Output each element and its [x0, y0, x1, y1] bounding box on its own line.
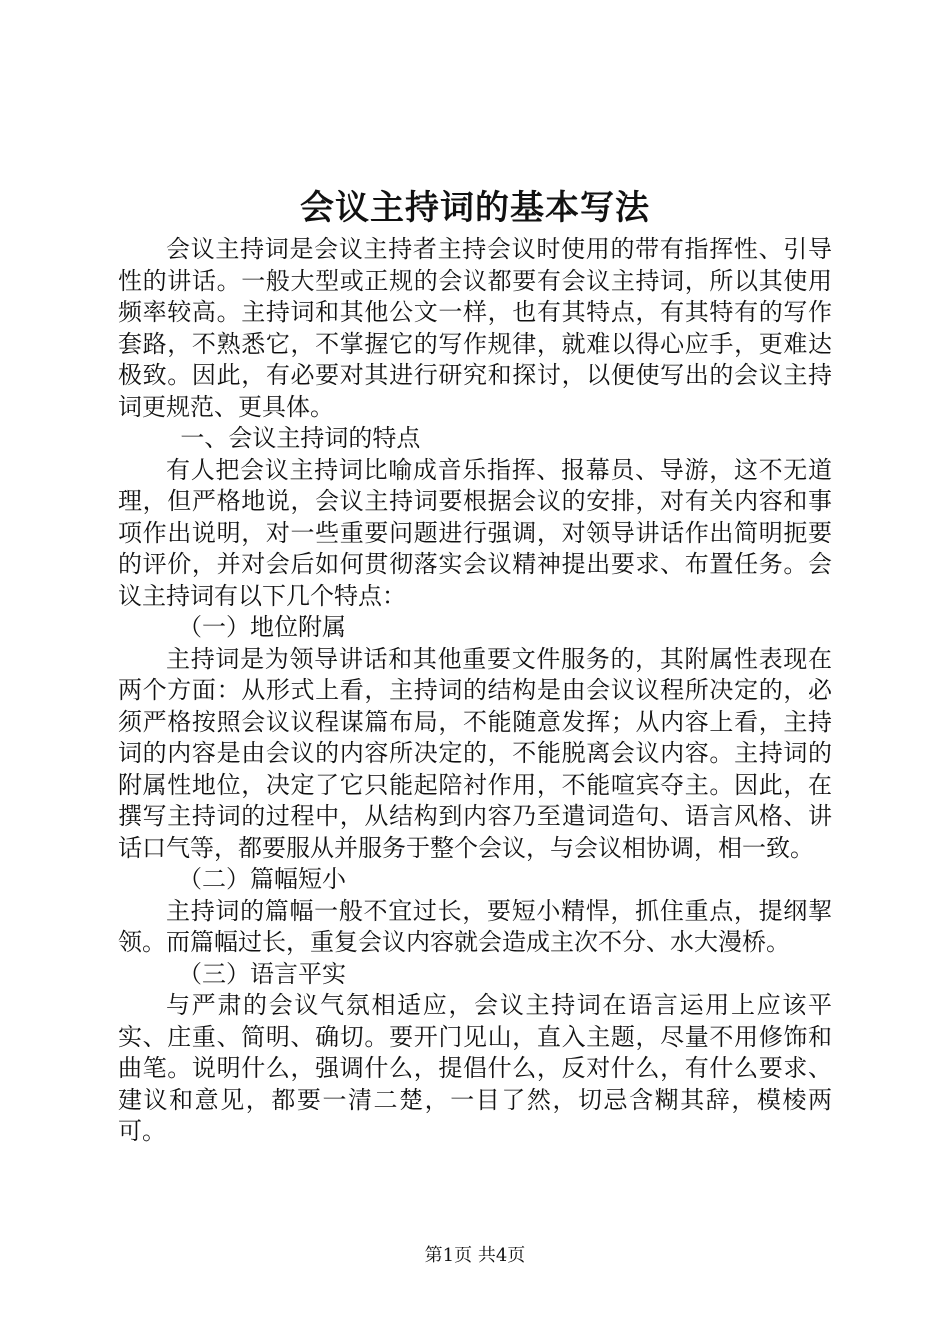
paragraph-subsection-2: 主持词的篇幅一般不宜过长，要短小精悍，抓住重点，提纲挈领。而篇幅过长，重复会议内容就会造成主次不分、水大漫桥。 [118, 896, 832, 956]
paragraph-subsection-1: 主持词是为领导讲话和其他重要文件服务的，其附属性表现在两个方面：从形式上看，主持词的结构是由会议议程所决定的，必须严格按照会议议程谋篇布局，不能随意发挥；从内容上看，主持词的内容是由会议的内容所决定的，不能脱离会议内容。主持词的附属性地位，决定了它只能起陪衬作用，不能喧宾夺主。因此，在撰写主持词的过程中，从结构到内容乃至遣词造句、语言风格、讲话口气等，都要服从并服务于整个会议，与会议相协调，相一致。 [118, 644, 832, 862]
subheading-3: （三）语言平实 [178, 959, 346, 988]
paragraph-subsection-3: 与严肃的会议气氛相适应，会议主持词在语言运用上应该平实、庄重、简明、确切。要开门见山，直入主题，尽量不用修饰和曲笔。说明什么，强调什么，提倡什么，反对什么，有什么要求、建议和意见，都要一清二楚，一目了然，切忌含糊其辞，模棱两可。 [118, 991, 832, 1145]
paragraph-section-1: 有人把会议主持词比喻成音乐指挥、报幕员、导游，这不无道理，但严格地说，会议主持词要根据会议的安排，对有关内容和事项作出说明，对一些重要问题进行强调，对领导讲话作出简明扼要的评价，并对会后如何贯彻落实会议精神提出要求、布置任务。会议主持词有以下几个特点： [118, 455, 832, 610]
subheading-2: （二）篇幅短小 [178, 865, 346, 893]
section-heading-1: 一、会议主持词的特点 [180, 424, 421, 452]
paragraph-intro: 会议主持词是会议主持者主持会议时使用的带有指挥性、引导性的讲话。一般大型或正规的会议都要有会议主持词，所以其使用频率较高。主持词和其他公文一样，也有其特点，有其特有的写作套路，不熟悉它，不掌握它的写作规律，就难以得心应手，更难达极致。因此，有必要对其进行研究和探讨，以便使写出的会议主持词更规范、更具体。 [118, 235, 832, 421]
document-body [118, 234, 832, 1148]
page-number-footer: 第1页 共4页 [424, 1245, 526, 1266]
document-title: 会议主持词的基本写法 [300, 188, 650, 228]
subheading-1: （一）地位附属 [178, 613, 346, 641]
